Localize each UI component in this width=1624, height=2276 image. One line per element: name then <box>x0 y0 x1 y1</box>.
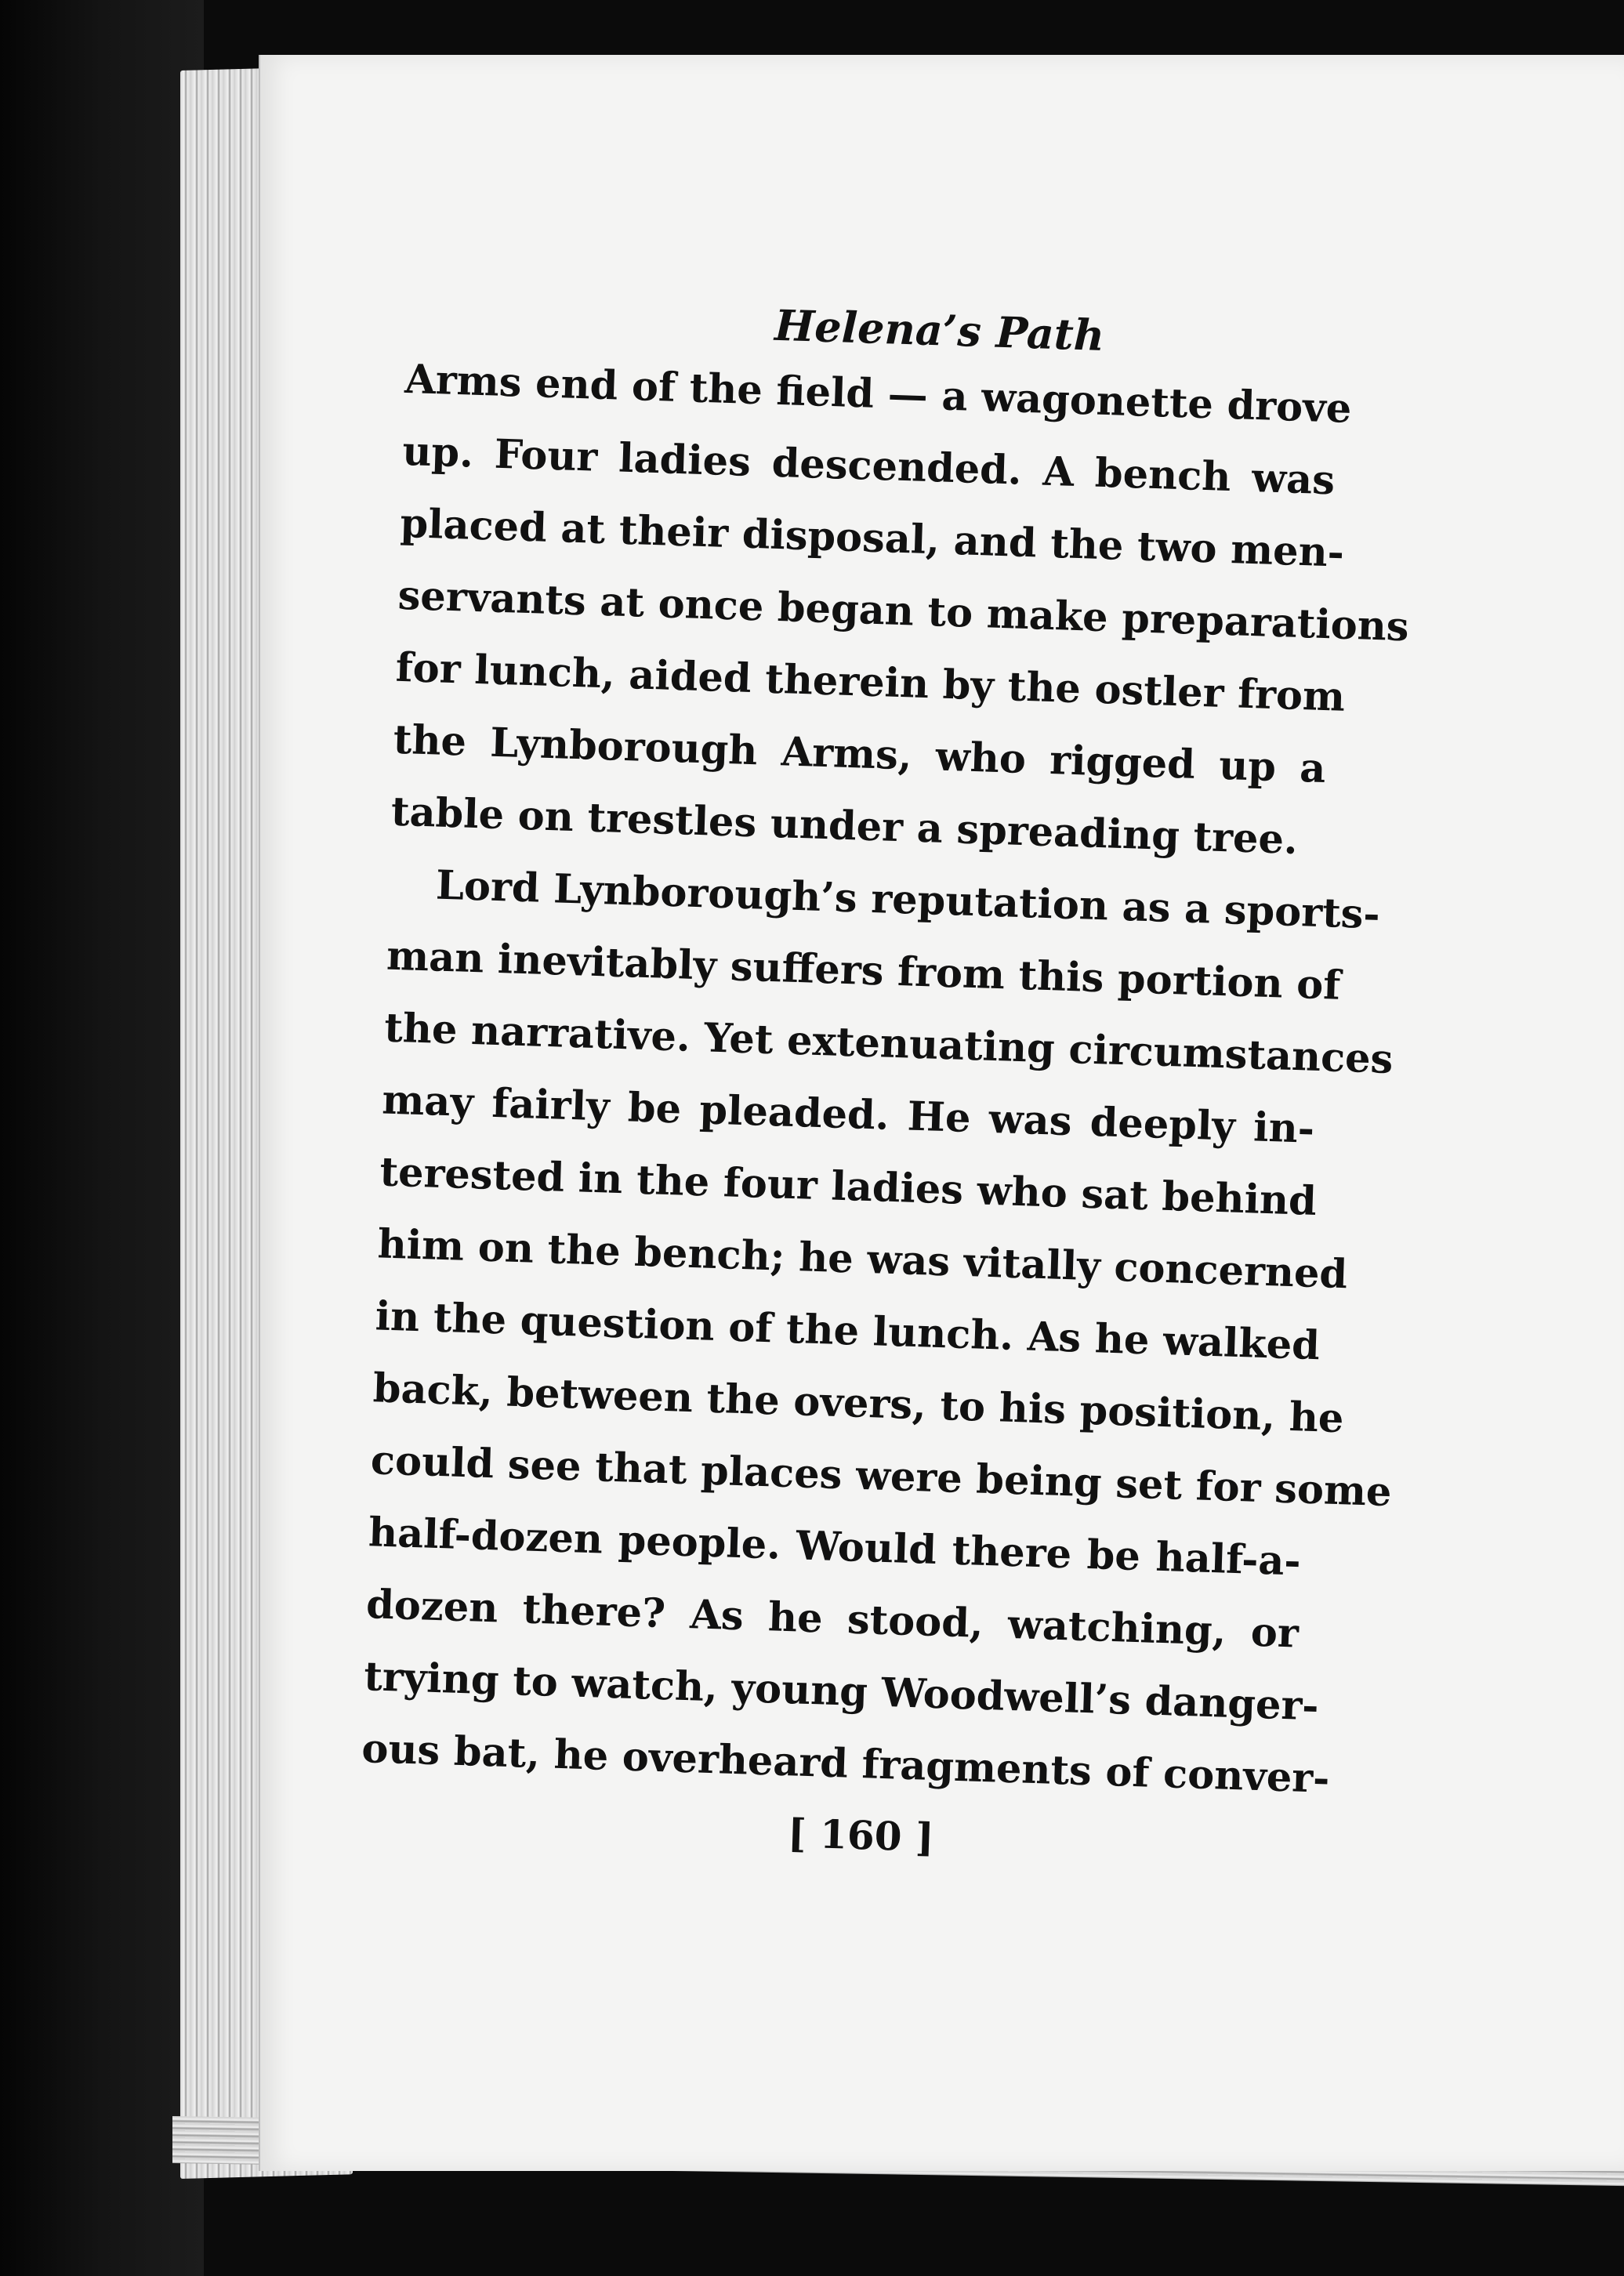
text-line: half-dozen people. Would there be half-a- <box>368 1509 1302 1586</box>
text-block <box>359 290 1410 1876</box>
book-spine-shadow <box>0 0 204 2276</box>
text-line: up. Four ladies descended. A bench was <box>401 427 1336 505</box>
text-line: back, between the overs, to his position, he <box>372 1365 1345 1443</box>
text-line: man inevitably suffers from this portion of <box>386 932 1342 1009</box>
text-line: terested in the four ladies who sat behind <box>379 1148 1318 1225</box>
text-line: table on trestles under a spreading tree. <box>390 788 1299 864</box>
text-line: for lunch, aided therein by the ostler from <box>394 643 1346 721</box>
text-line: Lord Lynborough’s reputation as a sports- <box>435 861 1381 939</box>
text-line: in the question of the lunch. As he walked <box>374 1292 1321 1370</box>
text-line: may fairly be pleaded. He was deeply in- <box>381 1076 1315 1153</box>
text-line: placed at their disposal, and the two men- <box>399 499 1345 577</box>
text-line: Arms end of the field — a wagonette drove <box>404 355 1353 433</box>
text-line: could see that places were being set for some <box>370 1437 1393 1517</box>
text-line: ous bat, he overheard fragments of conver- <box>361 1725 1331 1803</box>
text-line: trying to watch, young Woodwell’s danger- <box>363 1653 1320 1731</box>
text-line: servants at once began to make preparations <box>397 571 1410 651</box>
text-line: him on the bench; he was vitally concerned <box>376 1220 1348 1299</box>
text-line: dozen there? As he stood, watching, or <box>365 1581 1300 1658</box>
text-line: the narrative. Yet extenuating circumstances <box>383 1004 1394 1083</box>
page-number: [ 160 ] <box>787 1810 935 1861</box>
running-head: Helena’s Path <box>774 299 1106 361</box>
text-line: the Lynborough Arms, who rigged up a <box>393 716 1327 793</box>
